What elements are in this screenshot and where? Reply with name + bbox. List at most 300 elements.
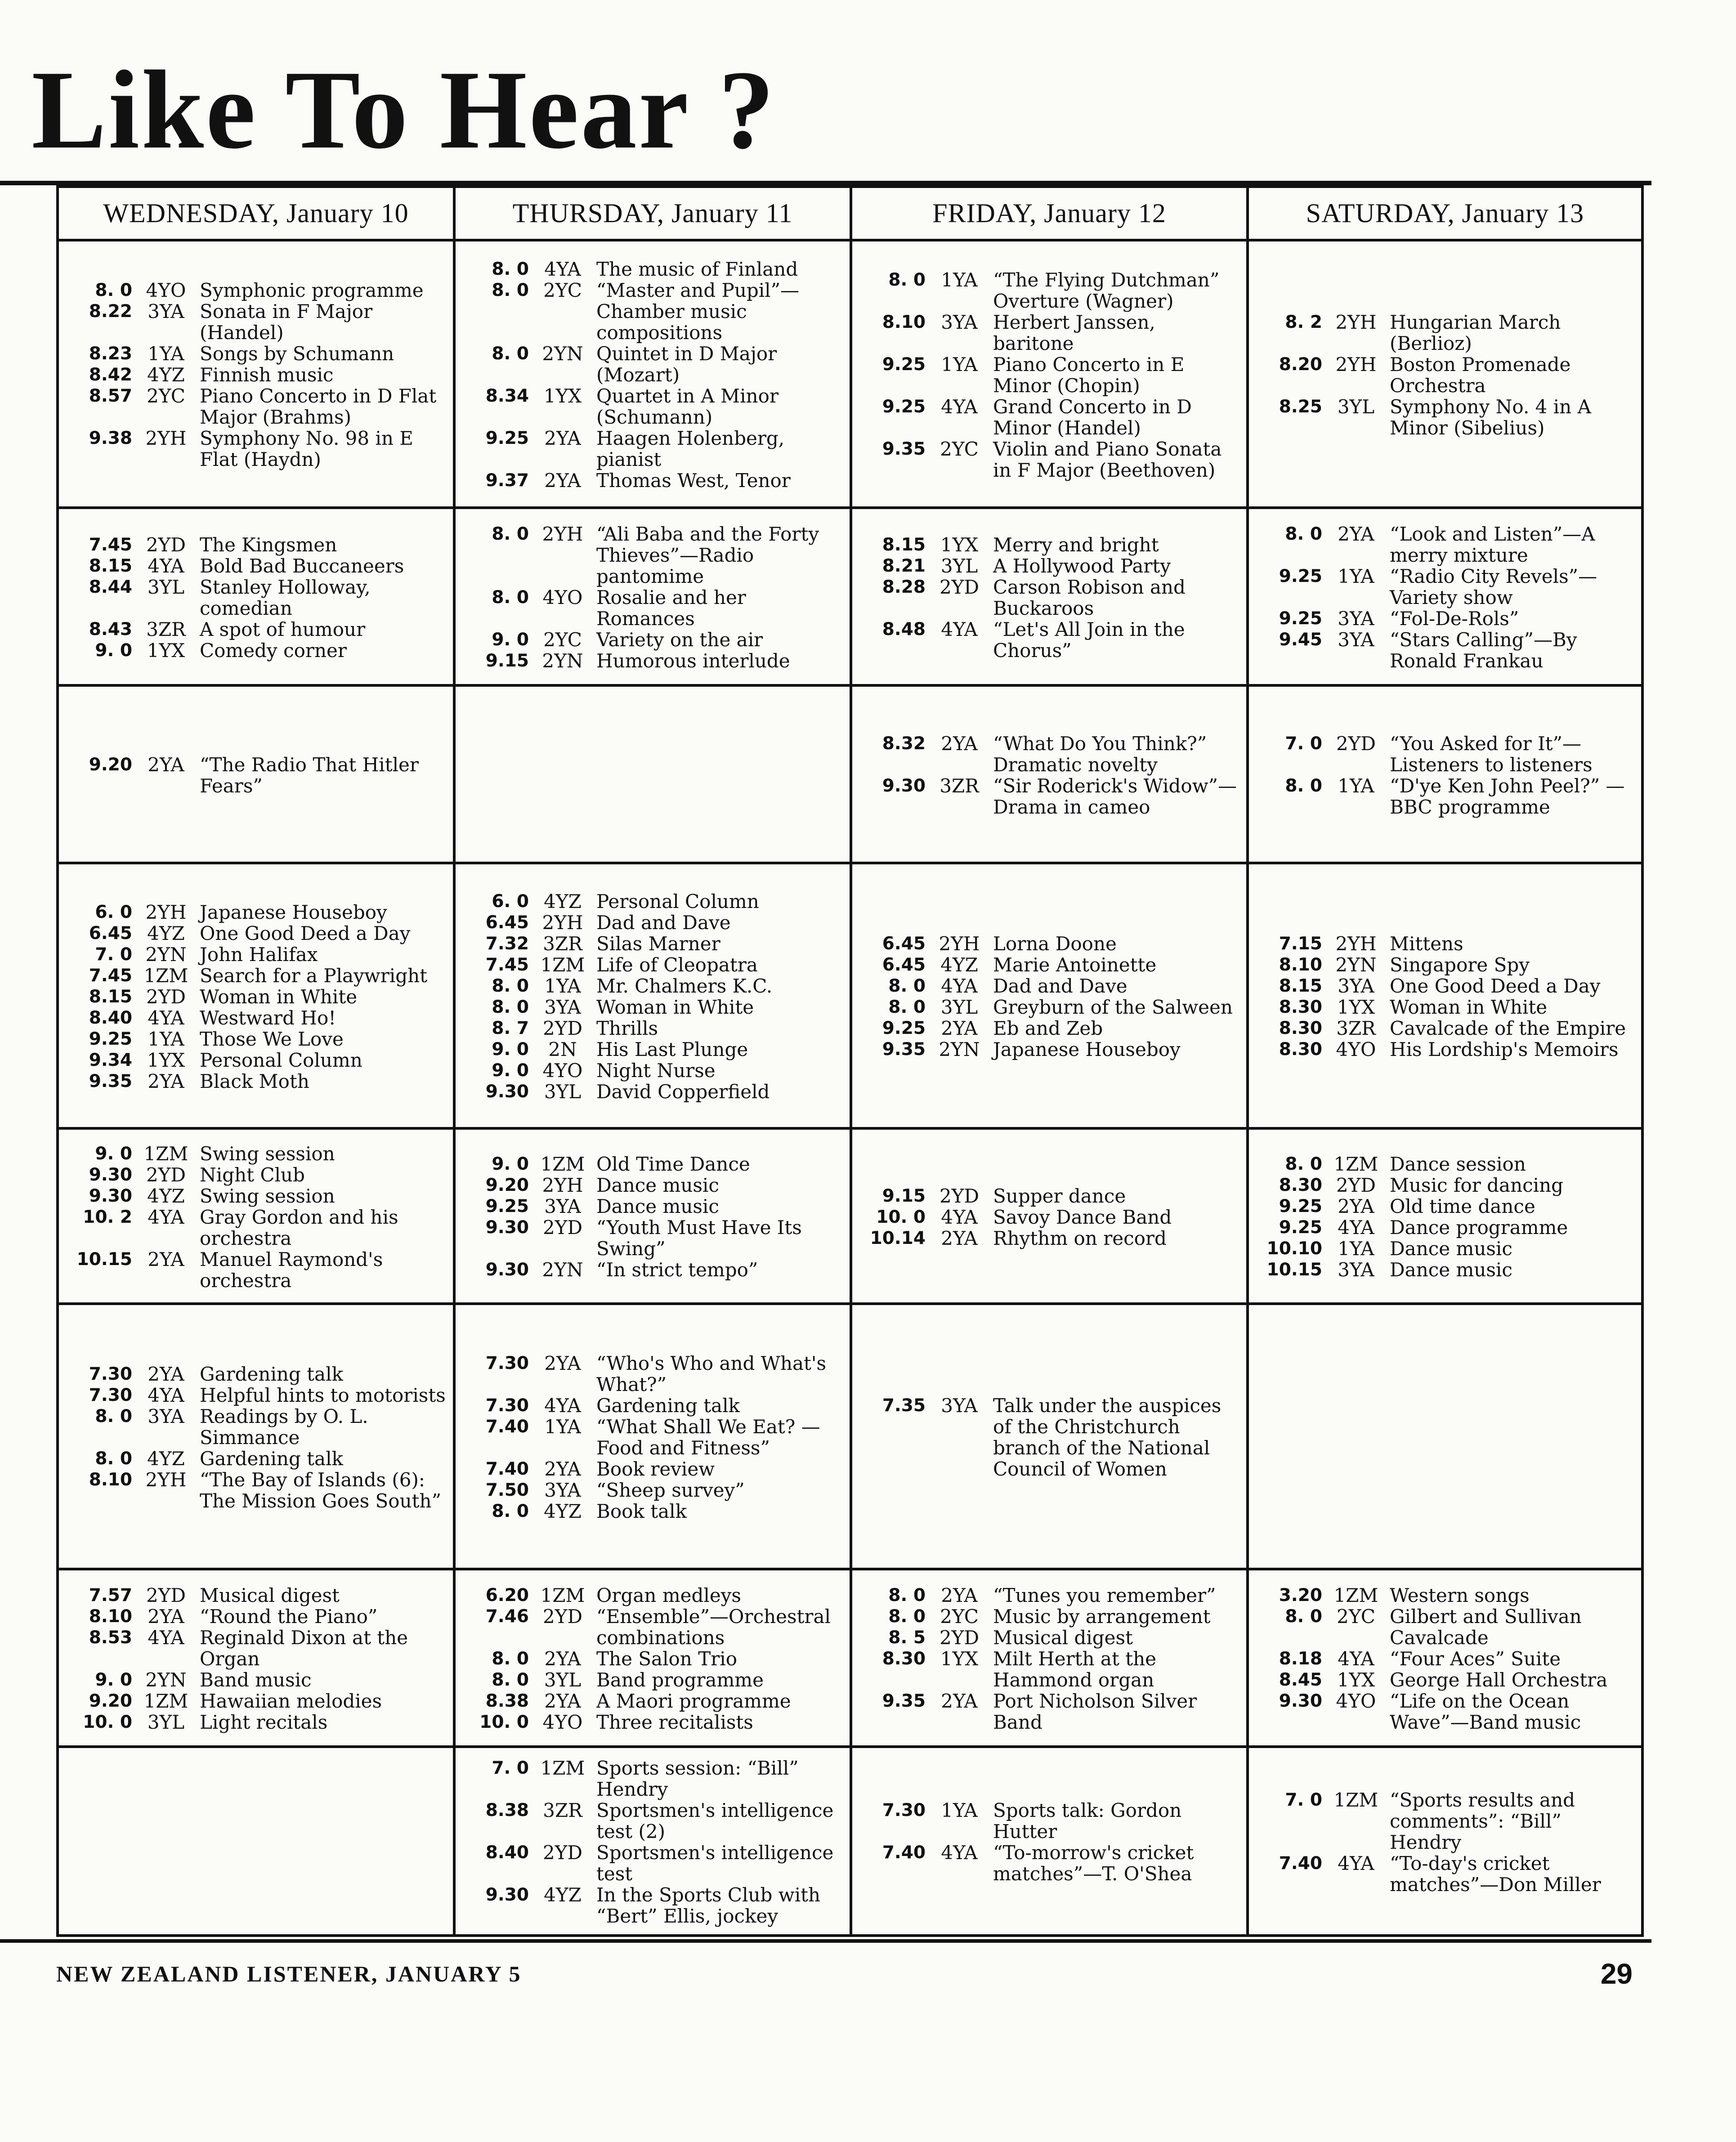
programme-station: 3YA	[941, 1395, 978, 1417]
programme-station: 2YN	[542, 1259, 583, 1281]
programme-time: 9.30	[89, 1185, 132, 1206]
programme-title: Milt Herth at the Hammond organ	[993, 1648, 1156, 1691]
programme-entry	[67, 1029, 447, 1050]
programme-time: 8. 0	[492, 1670, 529, 1690]
bottom-rule	[0, 1939, 1651, 1943]
programme-station: 1YA	[941, 268, 978, 291]
programme-entry	[860, 1627, 1240, 1648]
programme-entry	[464, 259, 843, 280]
programme-entry	[1257, 629, 1635, 671]
programme-title: “Who's Who and What's What?”	[596, 1352, 827, 1395]
programme-time: 9. 0	[95, 1143, 132, 1164]
programme-station: 2YC	[543, 279, 582, 301]
programme-time: 9. 0	[492, 1154, 529, 1174]
programme-time: 8. 0	[95, 280, 132, 300]
programme-time: 8.48	[882, 619, 926, 639]
programme-station: 4YZ	[544, 890, 582, 912]
programme-entry	[464, 1712, 843, 1733]
programme-title: Gilbert and Sullivan Cavalcade	[1390, 1605, 1582, 1649]
programme-time: 9.35	[89, 1071, 132, 1091]
programme-time: 9. 0	[492, 1039, 529, 1060]
programme-station: 3YA	[148, 1405, 184, 1427]
programme-time: 8.43	[89, 619, 132, 639]
day-header-wednesday: WEDNESDAY, January 10	[56, 185, 453, 241]
programme-station: 2YA	[941, 1690, 978, 1712]
programme-title: Woman in White	[596, 996, 754, 1018]
programme-station: 1ZM	[540, 1153, 585, 1175]
programme-entry	[1257, 1154, 1635, 1175]
programme-station: 2YD	[1336, 1174, 1376, 1196]
programme-entry	[1257, 1669, 1635, 1690]
programme-title: His Lordship's Memoirs	[1390, 1038, 1619, 1060]
programme-time: 9.20	[89, 754, 132, 775]
programme-time: 8. 0	[492, 344, 529, 364]
programme-station: 4YA	[1338, 1648, 1374, 1670]
programme-entry	[464, 1060, 843, 1081]
programme-time: 9.35	[882, 438, 926, 459]
programme-title: Reginald Dixon at the Organ	[200, 1627, 408, 1670]
programme-title: Thrills	[596, 1017, 658, 1039]
programme-entry	[860, 1842, 1240, 1884]
programme-time: 9.25	[485, 428, 529, 448]
programme-entry	[67, 1712, 447, 1733]
programme-entry	[464, 1154, 843, 1175]
programme-entry	[67, 301, 447, 343]
programme-entry	[67, 986, 447, 1007]
programme-entry	[1257, 1259, 1635, 1280]
programme-entry	[464, 523, 843, 587]
programme-cell-friday	[850, 1305, 1246, 1570]
programme-time: 8. 0	[492, 1501, 529, 1521]
programme-station: 1YA	[1338, 774, 1374, 797]
programme-time: 7.45	[485, 955, 529, 975]
programme-title: “Sports results and comments”: “Bill” Hendry	[1390, 1789, 1575, 1853]
programme-time: 8. 0	[492, 976, 529, 996]
programme-station: 2YN	[1335, 954, 1377, 976]
programme-entry	[67, 1385, 447, 1406]
programme-title: Dad and Dave	[993, 975, 1128, 997]
programme-cell-saturday	[1246, 864, 1644, 1130]
programme-station: 4YO	[542, 1060, 583, 1082]
page-heading: Like To Hear ?	[31, 48, 776, 172]
programme-time: 9.25	[882, 354, 926, 375]
programme-station: 1ZM	[540, 1584, 585, 1606]
programme-entry	[464, 1585, 843, 1606]
programme-title: Merry and bright	[993, 533, 1159, 556]
programme-title: Life of Cleopatra	[596, 954, 758, 976]
programme-entry	[464, 1669, 843, 1690]
programme-station: 2YH	[939, 933, 980, 955]
programme-station: 4YA	[1338, 1852, 1374, 1874]
programme-title: “Master and Pupil”—Chamber music compositions	[596, 279, 800, 344]
programme-station: 1ZM	[1333, 1789, 1378, 1811]
programme-time: 8.44	[89, 577, 132, 597]
programme-time: 3.20	[1279, 1585, 1322, 1605]
programme-station: 1YA	[941, 1799, 978, 1821]
programme-station: 2YA	[148, 1363, 184, 1385]
programme-time: 9.30	[89, 1164, 132, 1185]
programme-title: George Hall Orchestra	[1390, 1669, 1608, 1691]
programme-cell-friday	[850, 1748, 1246, 1937]
programme-station: 3YL	[940, 555, 978, 577]
programme-station: 3YA	[1338, 608, 1374, 630]
programme-station: 2YA	[148, 753, 184, 776]
programme-station: 2YN	[542, 343, 583, 365]
programme-entry	[860, 1690, 1240, 1733]
programme-title: Gardening talk	[200, 1363, 343, 1385]
programme-title: Dance music	[596, 1195, 719, 1217]
programme-cell-saturday	[1246, 1305, 1644, 1570]
programme-station: 2YH	[1335, 353, 1377, 376]
programme-station: 1YX	[147, 1049, 185, 1071]
programme-time: 8.23	[89, 344, 132, 364]
programme-station: 4YO	[1336, 1690, 1376, 1712]
programme-entry	[464, 1259, 843, 1280]
programme-title: “To-morrow's cricket matches”—T. O'Shea	[993, 1842, 1194, 1885]
programme-entry	[67, 1669, 447, 1690]
programme-entry	[464, 1081, 843, 1102]
programme-time: 8.38	[485, 1691, 529, 1711]
programme-station: 3YL	[940, 996, 978, 1018]
programme-entry	[1257, 1217, 1635, 1238]
programme-time: 9.30	[485, 1260, 529, 1280]
programme-cell-friday	[850, 241, 1246, 509]
programme-time: 6.45	[89, 923, 132, 944]
programme-title: Dance music	[596, 1174, 719, 1196]
programme-station: 3YL	[544, 1669, 582, 1691]
programme-station: 1YA	[544, 1416, 581, 1438]
programme-entry	[1257, 1238, 1635, 1259]
programme-title: Book talk	[596, 1500, 687, 1522]
programme-station: 1ZM	[143, 964, 188, 987]
programme-title: Lorna Doone	[993, 933, 1117, 955]
programme-station: 4YA	[941, 618, 978, 640]
programme-title: “Let's All Join in the Chorus”	[993, 618, 1185, 662]
programme-title: Haagen Holenberg, pianist	[596, 427, 785, 470]
programme-time: 7.57	[89, 1585, 132, 1605]
programme-entry	[464, 997, 843, 1018]
programme-title: Carson Robison and Buckaroos	[993, 576, 1186, 619]
programme-station: 2YD	[542, 1605, 583, 1628]
programme-station: 2YA	[941, 1017, 978, 1039]
programme-time: 8.30	[882, 1649, 926, 1669]
programme-entry	[67, 1185, 447, 1207]
programme-title: Band music	[200, 1669, 312, 1691]
programme-title: Musical digest	[993, 1627, 1133, 1649]
programme-entry	[860, 312, 1240, 354]
programme-time: 7.30	[89, 1385, 132, 1405]
programme-title: Japanese Houseboy	[200, 901, 387, 923]
programme-title: Woman in White	[1390, 996, 1548, 1018]
programme-station: 4YA	[544, 258, 581, 280]
programme-title: Personal Column	[596, 890, 759, 912]
programme-title: “Four Aces” Suite	[1390, 1648, 1561, 1670]
programme-station: 2YN	[542, 650, 583, 672]
programme-entry	[67, 923, 447, 944]
programme-time: 7.30	[485, 1395, 529, 1416]
programme-title: Dance programme	[1390, 1216, 1568, 1239]
programme-title: “What Do You Think?” Dramatic novelty	[993, 732, 1207, 776]
programme-title: “In strict tempo”	[596, 1259, 758, 1281]
programme-station: 2YA	[941, 732, 978, 755]
programme-entry	[860, 269, 1240, 312]
programme-title: Light recitals	[200, 1711, 328, 1733]
programme-time: 8.30	[1279, 997, 1322, 1017]
programme-time: 8.10	[1279, 955, 1322, 975]
programme-entry	[1257, 523, 1635, 566]
programme-time: 9.15	[882, 1185, 926, 1206]
programme-title: Search for a Playwright	[200, 964, 428, 987]
programme-cell-thursday	[453, 864, 850, 1130]
programme-title: Boston Promenade Orchestra	[1390, 353, 1571, 397]
programme-title: Violin and Piano Sonata in F Major (Beethoven)	[993, 438, 1222, 481]
programme-title: Supper dance	[993, 1185, 1126, 1207]
programme-station: 4YA	[544, 1395, 581, 1417]
programme-entry	[860, 438, 1240, 481]
programme-station: 4YO	[542, 1711, 583, 1733]
programme-time: 8. 0	[1285, 1154, 1322, 1174]
programme-title: “Radio City Revels”—Variety show	[1390, 565, 1597, 608]
programme-time: 8.25	[1279, 396, 1322, 417]
programme-entry	[860, 1606, 1240, 1627]
programme-time: 8.32	[882, 733, 926, 754]
programme-entry	[1257, 1853, 1635, 1895]
programme-station: 2YD	[542, 1842, 583, 1864]
programme-title: Piano Concerto in D Flat Major (Brahms)	[200, 385, 437, 428]
programme-time: 7. 0	[95, 944, 132, 965]
programme-station: 4YO	[542, 586, 583, 608]
programme-time: 7.15	[1279, 934, 1322, 954]
programme-station: 2YA	[544, 1352, 581, 1374]
programme-title: Woman in White	[200, 985, 358, 1008]
programme-station: 1YA	[1338, 565, 1374, 587]
programme-cell-thursday	[453, 687, 850, 864]
programme-station: 1ZM	[143, 1690, 188, 1712]
programme-time: 9.25	[89, 1029, 132, 1049]
programme-time: 8.10	[89, 1469, 132, 1490]
programme-entry	[860, 933, 1240, 954]
programme-station: 3YA	[544, 996, 581, 1018]
programme-time: 9.30	[882, 775, 926, 796]
programme-station: 3YL	[1337, 395, 1375, 418]
programme-title: Mittens	[1390, 933, 1463, 955]
programme-title: Songs by Schumann	[200, 343, 394, 365]
programme-entry	[464, 1842, 843, 1884]
programme-time: 8.57	[89, 386, 132, 406]
programme-time: 7.40	[1279, 1853, 1322, 1874]
programme-entry	[464, 470, 843, 491]
programme-title: Helpful hints to motorists	[200, 1384, 446, 1406]
programme-title: Eb and Zeb	[993, 1017, 1103, 1039]
programme-time: 6.45	[882, 955, 926, 975]
programme-entry	[464, 1884, 843, 1927]
programme-title: Marie Antoinette	[993, 954, 1157, 976]
programme-title: Music for dancing	[1390, 1174, 1564, 1196]
programme-entry	[1257, 608, 1635, 629]
programme-title: The Kingsmen	[200, 533, 337, 556]
programme-station: 2YD	[939, 1185, 980, 1207]
programme-station: 1YX	[1337, 1669, 1375, 1691]
programme-entry	[860, 577, 1240, 619]
programme-entry	[67, 1050, 447, 1071]
programme-station: 2YA	[1338, 1195, 1374, 1217]
programme-entry	[464, 1458, 843, 1480]
programme-time: 7. 0	[1285, 1789, 1322, 1810]
programme-title: Dance session	[1390, 1153, 1526, 1175]
day-header-friday: FRIDAY, January 12	[850, 185, 1246, 241]
programme-title: Black Moth	[200, 1070, 309, 1092]
programme-title: “The Bay of Islands (6): The Mission Goes South”	[200, 1468, 442, 1512]
programme-station: 1YX	[1337, 996, 1375, 1018]
programme-station: 2YH	[542, 523, 583, 545]
programme-station: 4YA	[148, 1384, 184, 1406]
programme-station: 4YZ	[147, 1447, 185, 1470]
programme-entry	[464, 1217, 843, 1259]
programme-cell-wednesday	[56, 509, 453, 687]
programme-time: 9.20	[89, 1691, 132, 1711]
programme-station: 3YL	[147, 1711, 185, 1733]
programme-station: 2YD	[146, 1584, 186, 1606]
programme-time: 7.30	[882, 1800, 926, 1820]
programme-station: 2YA	[941, 1584, 978, 1606]
programme-time: 9.30	[485, 1217, 529, 1238]
programme-entry	[464, 891, 843, 912]
programme-station: 1YX	[543, 385, 582, 407]
programme-entry	[464, 933, 843, 954]
programme-title: Band programme	[596, 1669, 764, 1691]
programme-entry	[1257, 566, 1635, 608]
programme-entry	[464, 1800, 843, 1842]
programme-time: 8. 0	[1285, 1606, 1322, 1627]
programme-entry	[67, 754, 447, 796]
programme-cell-saturday	[1246, 687, 1644, 864]
programme-station: 3YA	[544, 1479, 581, 1501]
programme-time: 8.53	[89, 1628, 132, 1648]
programme-time: 9.25	[1279, 566, 1322, 586]
programme-title: Gardening talk	[200, 1447, 343, 1470]
programme-time: 6.20	[485, 1585, 529, 1605]
programme-station: 2YC	[940, 1605, 979, 1628]
programme-time: 9.30	[485, 1885, 529, 1905]
programme-entry	[67, 965, 447, 986]
programme-time: 8.22	[89, 301, 132, 322]
programme-station: 2YC	[543, 629, 582, 651]
programme-time: 8. 0	[95, 1448, 132, 1469]
programme-title: Musical digest	[200, 1584, 340, 1606]
programme-time: 9.25	[1279, 1217, 1322, 1238]
programme-entry	[464, 975, 843, 997]
programme-station: 1ZM	[540, 954, 585, 976]
programme-title: Sonata in F Major (Handel)	[200, 300, 373, 344]
programme-station: 4YO	[146, 279, 186, 301]
programme-time: 8.15	[89, 555, 132, 576]
programme-entry	[67, 1071, 447, 1092]
programme-entry	[860, 954, 1240, 975]
programme-entry	[464, 912, 843, 933]
programme-time: 8.34	[485, 386, 529, 406]
programme-entry	[860, 1800, 1240, 1842]
programme-cell-thursday	[453, 509, 850, 687]
programme-station: 2YN	[939, 1038, 980, 1060]
programme-entry	[1257, 1789, 1635, 1853]
programme-time: 6. 0	[95, 902, 132, 922]
programme-station: 2YA	[544, 1458, 581, 1480]
programme-title: Swing session	[200, 1185, 335, 1207]
programme-station: 2YD	[1336, 732, 1376, 755]
programme-time: 8. 0	[888, 997, 926, 1017]
programme-time: 9. 0	[492, 1060, 529, 1081]
programme-entry	[860, 534, 1240, 555]
programme-title: Sports talk: Gordon Hutter	[993, 1799, 1182, 1842]
programme-station: 2YD	[542, 1216, 583, 1239]
programme-time: 8. 0	[492, 524, 529, 544]
programme-time: 7. 0	[1285, 733, 1322, 754]
programme-time: 8. 0	[492, 259, 529, 279]
programme-station: 2N	[548, 1038, 577, 1060]
programme-time: 8.21	[882, 555, 926, 576]
programme-time: 7.40	[882, 1842, 926, 1863]
programme-cell-saturday	[1246, 1748, 1644, 1937]
programme-time: 7.45	[89, 534, 132, 555]
programme-station: 3ZR	[940, 774, 979, 797]
programme-station: 3YA	[941, 311, 978, 333]
programme-station: 4YA	[941, 975, 978, 997]
programme-entry	[1257, 1175, 1635, 1196]
programme-time: 8. 5	[888, 1628, 926, 1648]
programme-station: 1YA	[941, 353, 978, 376]
programme-time: 9. 0	[492, 630, 529, 650]
programme-title: Cavalcade of the Empire	[1390, 1017, 1626, 1039]
programme-title: Hawaiian melodies	[200, 1690, 382, 1712]
programme-time: 9.45	[1279, 630, 1322, 650]
programme-time: 10.10	[1266, 1239, 1322, 1259]
programme-entry	[464, 280, 843, 343]
programme-station: 2YC	[940, 438, 979, 460]
programme-time: 9.34	[89, 1050, 132, 1070]
programme-station: 2YH	[542, 912, 583, 934]
programme-time: 8.30	[1279, 1018, 1322, 1038]
programme-title: Sportsmen's intelligence test	[596, 1842, 834, 1885]
programme-time: 7.30	[485, 1353, 529, 1373]
programme-station: 4YA	[148, 1206, 184, 1228]
programme-title: Gardening talk	[596, 1395, 740, 1417]
programme-title: Quintet in D Major (Mozart)	[596, 343, 777, 386]
programme-station: 3YL	[147, 576, 185, 598]
programme-time: 8. 0	[1285, 524, 1322, 544]
programme-time: 8.30	[1279, 1039, 1322, 1060]
programme-entry	[464, 1175, 843, 1196]
programme-title: Sports session: “Bill” Hendry	[596, 1757, 799, 1800]
programme-entry	[464, 650, 843, 671]
programme-station: 1YA	[1338, 1238, 1374, 1260]
programme-time: 10. 0	[876, 1207, 926, 1227]
programme-entry	[464, 428, 843, 470]
programme-station: 3ZR	[543, 1799, 582, 1821]
programme-time: 6.45	[882, 934, 926, 954]
programme-title: In the Sports Club with “Bert” Ellis, jockey	[596, 1884, 821, 1927]
programme-title: “You Asked for It”—Listeners to listeners	[1390, 732, 1593, 776]
programme-time: 9.25	[882, 1018, 926, 1038]
programme-time: 8.18	[1279, 1649, 1322, 1669]
programme-time: 8. 0	[888, 976, 926, 996]
programme-entry	[464, 1416, 843, 1458]
programme-entry	[1257, 997, 1635, 1018]
programme-entry	[67, 364, 447, 385]
programme-title: “Stars Calling”—By Ronald Frankau	[1390, 629, 1577, 672]
programme-entry	[67, 1585, 447, 1606]
programme-title: Dance music	[1390, 1238, 1512, 1260]
programme-time: 8.40	[89, 1007, 132, 1028]
